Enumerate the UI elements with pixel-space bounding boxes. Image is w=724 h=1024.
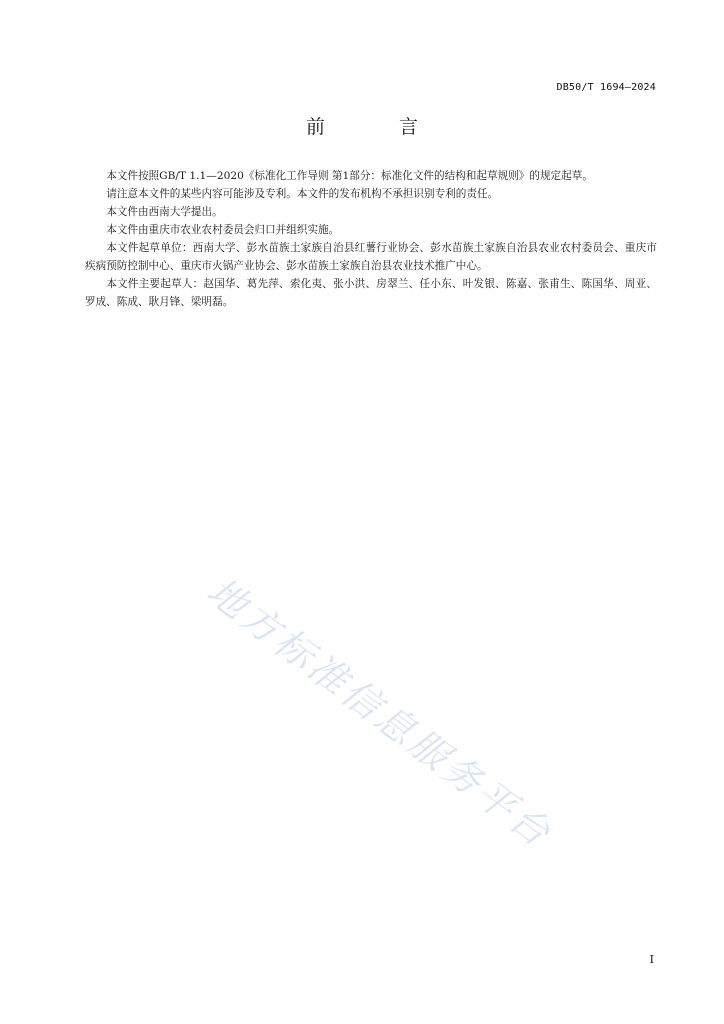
- paragraph-patent-notice: 请注意本文件的某些内容可能涉及专利。本文件的发布机构不承担识别专利的责任。: [106, 188, 499, 200]
- paragraph-drafters: 本文件主要起草人：赵国华、葛先萍、索化夷、张小洪、房翠兰、任小东、叶发银、陈嘉、张甫生、陈国华、周亚、罗成、陈成、耿月锋、梁明磊。: [85, 278, 657, 308]
- paragraph-drafting-rules: 本文件按照GB/T 1.1—2020《标准化工作导则 第1部分：标准化文件的结构和起草规则》的规定起草。: [106, 170, 593, 182]
- document-body: [85, 167, 657, 311]
- paragraph-proposer: 本文件由西南大学提出。: [106, 206, 223, 218]
- paragraph-administrator: 本文件由重庆市农业农村委员会归口并组织实施。: [106, 224, 340, 236]
- page-number: I: [649, 953, 654, 966]
- page-title: 前 言: [305, 116, 453, 138]
- document-code: DB50/T 1694—2024: [556, 82, 656, 93]
- watermark: 地方标准信息服务平台: [198, 568, 561, 857]
- paragraph-drafting-units: 本文件起草单位：西南大学、彭水苗族土家族自治县红薯行业协会、彭水苗族土家族自治县农业农村委员会、重庆市疾病预防控制中心、重庆市火锅产业协会、彭水苗族土家族自治县农业技术推广中心。: [85, 242, 657, 272]
